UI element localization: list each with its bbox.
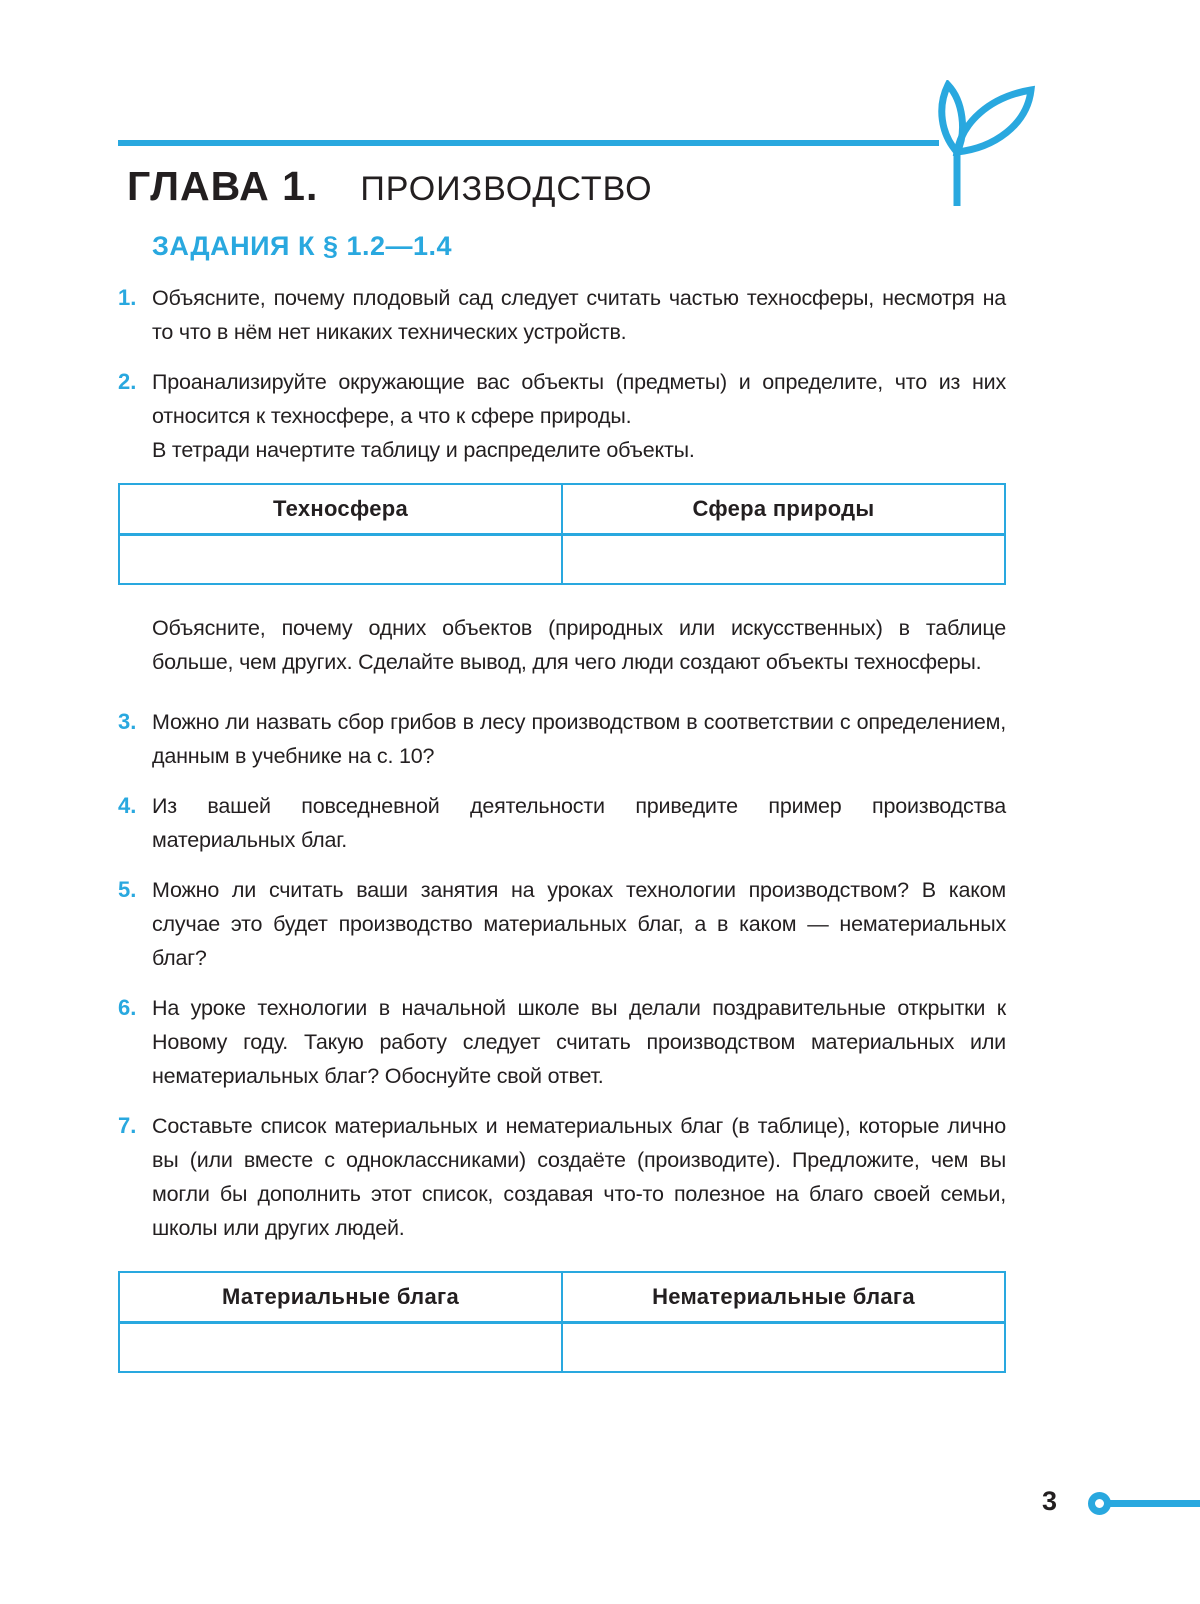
table-header-row	[119, 484, 1005, 534]
task-item-2	[118, 365, 1006, 467]
task-text: Можно ли назвать сбор грибов в лесу производством в соответствии с определением, данным в учебнике на с. 10?	[152, 710, 1006, 768]
table-cell-empty	[119, 534, 562, 584]
task-text: Объясните, почему плодовый сад следует считать частью техносферы, несмотря на то что в нём нет никаких технических устройств.	[152, 286, 1006, 344]
footer-divider-rule	[1100, 1500, 1200, 1507]
page-number: 3	[1042, 1486, 1058, 1516]
sprout-leaves-icon	[918, 80, 1040, 208]
table-header-technosphere: Техносфера	[119, 484, 562, 534]
right-leaf-shape	[957, 90, 1031, 152]
header-divider-rule	[118, 140, 939, 146]
task-number: 2.	[118, 369, 137, 394]
technosphere-nature-table	[118, 483, 1006, 585]
chapter-heading	[127, 163, 653, 209]
task-item-3	[118, 705, 1006, 773]
chapter-title: ПРОИЗВОДСТВО	[360, 170, 653, 208]
table-cell-empty	[119, 1322, 562, 1372]
table-header-nonmaterial-goods: Нематериальные блага	[562, 1272, 1005, 1322]
task-text: На уроке технологии в начальной школе вы делали поздравительные открытки к Новому году. Такую работу следует считать производством материальных или нематериальных благ? Обоснуйте свой ответ.	[152, 996, 1006, 1088]
task-number: 1.	[118, 285, 137, 310]
footer-ring-icon	[1088, 1492, 1111, 1515]
task-text: Можно ли считать ваши занятия на уроках технологии производством? В каком случае это будет производство материальных благ, а в каком — нематериальных благ?	[152, 878, 1006, 970]
section-heading: ЗАДАНИЯ К § 1.2—1.4	[152, 231, 453, 261]
table-row	[119, 1322, 1005, 1372]
tasks-list	[118, 281, 1006, 1399]
chapter-label: ГЛАВА 1.	[127, 163, 319, 209]
task-number: 5.	[118, 877, 137, 902]
task-number: 3.	[118, 709, 137, 734]
task-2-followup-paragraph: Объясните, почему одних объектов (природных или искусственных) в таблице больше, чем других. Сделайте вывод, для чего люди создают объекты техносферы.	[152, 616, 1006, 674]
table-cell-empty	[562, 1322, 1005, 1372]
table-header-nature: Сфера природы	[562, 484, 1005, 534]
task-text	[152, 365, 1006, 467]
task-number: 6.	[118, 995, 137, 1020]
material-nonmaterial-goods-table	[118, 1271, 1006, 1373]
task-item-6	[118, 991, 1006, 1093]
task-number: 4.	[118, 793, 137, 818]
task-item-5	[118, 873, 1006, 975]
task-number: 7.	[118, 1113, 137, 1138]
task-item-1	[118, 281, 1006, 349]
table-header-material-goods: Материальные блага	[119, 1272, 562, 1322]
task-text-line: В тетради начертите таблицу и распределите объекты.	[152, 438, 695, 462]
table-header-row	[119, 1272, 1005, 1322]
task-text: Из вашей повседневной деятельности приведите пример производства материальных благ.	[152, 794, 1006, 852]
task-text: Составьте список материальных и нематериальных благ (в таблице), которые лично вы (или вместе с одноклассниками) создаёте (производите). Предложите, чем вы могли бы дополнить этот список, создавая что-то полезное на благо своей семьи, школы или других людей.	[152, 1114, 1006, 1240]
task-text-line: Проанализируйте окружающие вас объекты (предметы) и определите, что из них относится к техносфере, а что к сфере природы.	[152, 370, 1006, 428]
table-row	[119, 534, 1005, 584]
task-item-7	[118, 1109, 1006, 1245]
table-cell-empty	[562, 534, 1005, 584]
task-item-4	[118, 789, 1006, 857]
